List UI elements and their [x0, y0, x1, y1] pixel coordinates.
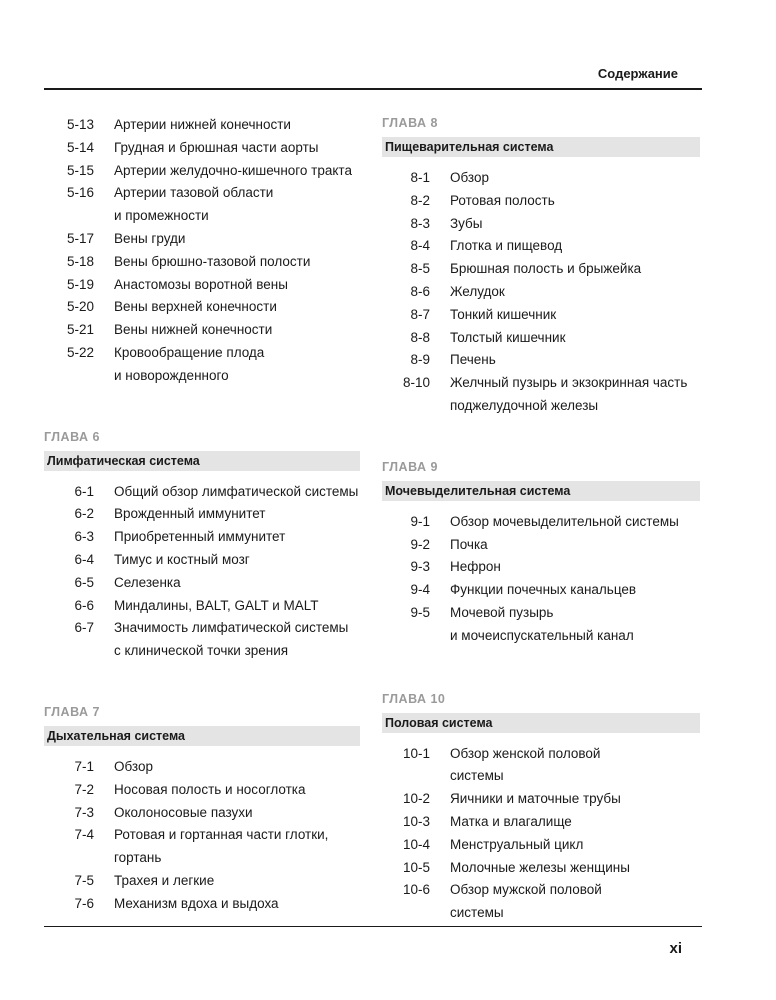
toc-entry[interactable] — [44, 342, 360, 388]
toc-entry[interactable] — [44, 503, 360, 526]
left-column — [44, 114, 360, 916]
toc-entry[interactable] — [44, 481, 360, 504]
toc-entry[interactable] — [382, 304, 700, 327]
toc-entry-number: 7-6 — [74, 895, 94, 911]
toc-entry-title — [114, 595, 360, 618]
toc-entry-number: 7-1 — [74, 758, 94, 774]
toc-entry-title-line: Грудная и брюшная части аорты — [114, 139, 319, 155]
toc-entry-title-line: Селезенка — [114, 574, 181, 590]
toc-entry-title-line: поджелудочной железы — [450, 397, 599, 413]
toc-entry-title — [450, 349, 700, 372]
toc-entry-title-line: Нефрон — [450, 559, 501, 575]
toc-entry-title — [450, 167, 700, 190]
chapter-entry-list — [382, 743, 700, 925]
toc-entry-title — [114, 228, 360, 251]
toc-entry-title — [450, 372, 700, 418]
toc-entry[interactable] — [382, 327, 700, 350]
chapter-label: ГЛАВА 6 — [44, 429, 100, 444]
toc-entry[interactable] — [44, 296, 360, 319]
toc-entry[interactable] — [382, 213, 700, 236]
toc-entry-title-line: Вены брюшно-тазовой полости — [114, 253, 311, 269]
toc-entry[interactable] — [44, 549, 360, 572]
toc-entry-title — [450, 235, 700, 258]
toc-entry-title-line: системы — [450, 768, 504, 784]
toc-entry[interactable] — [382, 743, 700, 789]
toc-entry-number: 5-19 — [66, 276, 94, 292]
chapter-entry-list — [44, 481, 360, 663]
toc-entry-title — [114, 296, 360, 319]
chapter-title[interactable]: Мочевыделительная система — [382, 481, 700, 501]
toc-entry-title-line: Артерии желудочно-кишечного тракта — [114, 162, 352, 178]
toc-entry[interactable] — [382, 167, 700, 190]
toc-entry-title — [450, 743, 700, 789]
toc-entry-title — [114, 319, 360, 342]
toc-entry-number: 5-14 — [66, 139, 94, 155]
toc-entry-number: 8-1 — [410, 170, 430, 185]
toc-entry[interactable] — [382, 811, 700, 834]
toc-entry-number: 6-7 — [74, 620, 94, 636]
toc-entry-title-line: Носовая полость и носоглотка — [114, 781, 306, 797]
toc-entry-title-line: Врожденный иммунитет — [114, 506, 266, 522]
toc-entry-title — [114, 802, 360, 825]
footer-rule — [44, 926, 702, 927]
toc-entry[interactable] — [44, 779, 360, 802]
toc-entry[interactable] — [382, 879, 700, 925]
toc-entry-number: 10-2 — [402, 791, 430, 807]
toc-entry-title-line: Приобретенный иммунитет — [114, 529, 286, 545]
toc-entry-number: 6-6 — [74, 597, 94, 613]
toc-entry[interactable] — [382, 190, 700, 213]
toc-entry-number: 6-4 — [74, 551, 94, 567]
toc-entry-title-line: с клинической точки зрения — [114, 643, 289, 659]
toc-entry-title — [114, 274, 360, 297]
toc-entry[interactable] — [382, 349, 700, 372]
toc-entry-title-line: Миндалины, BALT, GALT и MALT — [114, 597, 319, 613]
toc-entry[interactable] — [44, 274, 360, 297]
toc-entry[interactable] — [44, 160, 360, 183]
toc-entry[interactable] — [44, 572, 360, 595]
toc-entry-number: 10-5 — [402, 859, 430, 875]
toc-entry-title — [450, 556, 700, 579]
toc-entry-number: 7-5 — [74, 872, 94, 888]
toc-entry-title — [114, 114, 360, 137]
toc-entry-title-line: Околоносовые пазухи — [114, 804, 253, 820]
chapter-title[interactable]: Пищеварительная система — [382, 137, 700, 157]
toc-entry-number: 8-9 — [410, 352, 430, 368]
toc-entry-title-line: Обзор женской половой — [450, 745, 601, 761]
chapter-title[interactable]: Дыхательная система — [44, 726, 360, 746]
toc-entry-title — [114, 160, 360, 183]
continued-chapter-5-list — [44, 114, 360, 388]
toc-entry-number: 8-3 — [410, 215, 430, 231]
toc-entry-title-line: Значимость лимфатической системы — [114, 620, 349, 636]
toc-entry-title — [450, 879, 700, 925]
toc-entry-title-line: Менструальный цикл — [450, 836, 584, 852]
toc-entry-number: 5-17 — [66, 230, 94, 246]
toc-entry-number: 5-18 — [66, 253, 94, 269]
toc-entry-number: 7-4 — [74, 827, 94, 843]
toc-entry[interactable] — [44, 893, 360, 916]
toc-entry-number: 6-2 — [74, 506, 94, 522]
toc-entry[interactable] — [382, 857, 700, 880]
toc-entry-title-line: и мочеиспускательный канал — [450, 627, 634, 643]
right-column — [382, 114, 700, 925]
toc-entry-title-line: Обзор — [114, 758, 153, 774]
toc-entry-title-line: Кровообращение плода — [114, 344, 265, 360]
toc-entry-number: 10-3 — [402, 813, 430, 829]
toc-entry-title — [450, 281, 700, 304]
toc-entry-title — [114, 549, 360, 572]
toc-entry-title-line: Желчный пузырь и экзокринная часть — [450, 375, 688, 391]
toc-entry[interactable] — [382, 556, 700, 579]
toc-entry-number: 5-15 — [66, 162, 94, 178]
chapter-8 — [382, 114, 700, 418]
toc-entry-title-line: Анастомозы воротной вены — [114, 276, 288, 292]
toc-entry-title-line: Общий обзор лимфатической системы — [114, 483, 359, 499]
toc-entry-title-line: и новорожденного — [114, 367, 229, 383]
toc-entry-title-line: системы — [450, 905, 504, 921]
toc-entry-title-line: Обзор — [450, 170, 489, 185]
toc-entry-title — [450, 579, 700, 602]
toc-entry-number: 9-3 — [410, 559, 430, 575]
running-header: Содержание — [597, 66, 678, 81]
toc-entry[interactable] — [44, 182, 360, 228]
toc-entry-number: 8-7 — [410, 306, 430, 322]
toc-entry[interactable] — [44, 617, 360, 663]
chapter-label: ГЛАВА 8 — [382, 116, 438, 130]
toc-entry-number: 8-5 — [410, 261, 430, 277]
toc-entry-title-line: Механизм вдоха и выдоха — [114, 895, 279, 911]
toc-entry-number: 8-2 — [410, 192, 430, 208]
toc-entry-title-line: Зубы — [450, 215, 483, 231]
toc-entry-title-line: Обзор мочевыделительной системы — [450, 513, 679, 529]
toc-entry[interactable] — [382, 834, 700, 857]
toc-entry-title-line: Желудок — [450, 283, 505, 299]
toc-entry-title-line: Печень — [450, 352, 496, 368]
toc-entry-title-line: Обзор мужской половой — [450, 882, 602, 898]
toc-entry-title — [114, 779, 360, 802]
chapter-6 — [44, 428, 360, 663]
chapter-7 — [44, 703, 360, 916]
chapter-entry-list — [382, 511, 700, 648]
toc-entry-title — [114, 251, 360, 274]
toc-entry[interactable] — [382, 372, 700, 418]
toc-entry[interactable] — [44, 824, 360, 870]
toc-entry-title-line: гортань — [114, 850, 162, 866]
toc-entry-title-line: Яичники и маточные трубы — [450, 791, 621, 807]
toc-entry-title-line: Брюшная полость и брыжейка — [450, 261, 642, 277]
toc-entry-title-line: Вены верхней конечности — [114, 299, 277, 315]
toc-entry-title-line: Молочные железы женщины — [450, 859, 630, 875]
toc-entry[interactable] — [44, 595, 360, 618]
toc-entry-title-line: Матка и влагалище — [450, 813, 572, 829]
toc-entry-title — [450, 190, 700, 213]
chapter-title[interactable]: Лимфатическая система — [44, 451, 360, 471]
toc-entry-number: 8-4 — [410, 238, 430, 254]
toc-entry[interactable] — [382, 258, 700, 281]
toc-entry-title-line: Ротовая и гортанная части глотки, — [114, 827, 329, 843]
toc-entry[interactable] — [382, 235, 700, 258]
toc-entry-number: 9-1 — [410, 513, 430, 529]
toc-entry-number: 5-13 — [66, 117, 94, 132]
chapter-title[interactable]: Половая система — [382, 713, 700, 733]
toc-entry-title-line: Почка — [450, 536, 488, 552]
toc-entry-title — [450, 602, 700, 648]
toc-entry-title — [114, 481, 360, 504]
toc-entry-number: 6-3 — [74, 529, 94, 545]
toc-entry[interactable] — [44, 802, 360, 825]
toc-entry-title-line: Тонкий кишечник — [450, 306, 557, 322]
toc-entry[interactable] — [44, 228, 360, 251]
chapter-9 — [382, 458, 700, 648]
toc-entry-title — [450, 258, 700, 281]
toc-entry-title — [114, 137, 360, 160]
toc-entry-title-line: и промежности — [114, 208, 209, 224]
toc-entry-title — [114, 572, 360, 595]
toc-entry[interactable] — [382, 579, 700, 602]
toc-entry[interactable] — [382, 788, 700, 811]
toc-entry-title-line: Вены нижней конечности — [114, 322, 273, 338]
toc-entry-number: 7-3 — [74, 804, 94, 820]
toc-entry-title — [450, 534, 700, 557]
toc-entry-title — [114, 342, 360, 388]
toc-entry-number: 9-5 — [410, 604, 430, 620]
toc-entry-title — [114, 617, 360, 663]
toc-entry[interactable] — [382, 534, 700, 557]
toc-entry-number: 9-4 — [410, 582, 430, 598]
toc-entry-title-line: Ротовая полость — [450, 192, 555, 208]
toc-entry-title — [114, 756, 360, 779]
chapter-label: ГЛАВА 9 — [382, 459, 438, 474]
toc-entry[interactable] — [44, 319, 360, 342]
toc-entry-number: 5-16 — [66, 185, 94, 201]
toc-entry[interactable] — [382, 281, 700, 304]
toc-entry-number: 10-1 — [402, 745, 430, 761]
toc-entry-title — [450, 834, 700, 857]
toc-entry-title-line: Артерии нижней конечности — [114, 117, 291, 132]
toc-entry-title-line: Артерии тазовой области — [114, 185, 274, 201]
toc-entry-number: 5-22 — [66, 344, 94, 360]
toc-entry-number: 8-6 — [410, 283, 430, 299]
toc-entry-title — [450, 327, 700, 350]
toc-entry-title — [450, 788, 700, 811]
toc-entry[interactable] — [44, 870, 360, 893]
toc-entry-title — [114, 503, 360, 526]
toc-entry-number: 6-5 — [74, 574, 94, 590]
chapter-entry-list — [382, 167, 700, 418]
toc-entry-number: 10-6 — [402, 882, 430, 898]
header-rule — [44, 88, 702, 90]
toc-entry-title — [450, 304, 700, 327]
toc-entry-title — [114, 526, 360, 549]
toc-entry-title — [114, 182, 360, 228]
toc-entry-number: 8-10 — [402, 375, 430, 391]
chapter-entry-list — [44, 756, 360, 916]
toc-entry-title — [450, 213, 700, 236]
toc-entry-number: 5-20 — [66, 299, 94, 315]
toc-entry-number: 8-8 — [410, 329, 430, 345]
toc-entry-number: 5-21 — [66, 322, 94, 338]
toc-entry[interactable] — [382, 511, 700, 534]
toc-entry[interactable] — [44, 114, 360, 137]
toc-entry-number: 10-4 — [402, 836, 430, 852]
toc-entry-title-line: Функции почечных канальцев — [450, 582, 637, 598]
chapter-10 — [382, 690, 700, 925]
toc-entry-title — [114, 824, 360, 870]
chapter-label: ГЛАВА 7 — [44, 704, 100, 719]
toc-entry-title — [450, 511, 700, 534]
toc-entry[interactable] — [44, 137, 360, 160]
toc-entry[interactable] — [44, 756, 360, 779]
toc-entry-title — [450, 811, 700, 834]
toc-entry-title-line: Толстый кишечник — [450, 329, 566, 345]
toc-entry-number: 7-2 — [74, 781, 94, 797]
chapter-label: ГЛАВА 10 — [382, 691, 446, 706]
toc-entry[interactable] — [382, 602, 700, 648]
page-number: xi — [669, 940, 682, 957]
toc-entry[interactable] — [44, 526, 360, 549]
toc-entry-title-line: Вены груди — [114, 230, 186, 246]
toc-entry[interactable] — [44, 251, 360, 274]
toc-entry-title-line: Глотка и пищевод — [450, 238, 563, 254]
toc-entry-title — [450, 857, 700, 880]
toc-entry-title-line: Тимус и костный мозг — [114, 551, 250, 567]
toc-entry-title-line: Трахея и легкие — [114, 872, 215, 888]
toc-entry-title — [114, 870, 360, 893]
toc-entry-title — [114, 893, 360, 916]
toc-entry-title-line: Мочевой пузырь — [450, 604, 554, 620]
toc-entry-number: 9-2 — [410, 536, 430, 552]
toc-entry-number: 6-1 — [74, 483, 94, 499]
